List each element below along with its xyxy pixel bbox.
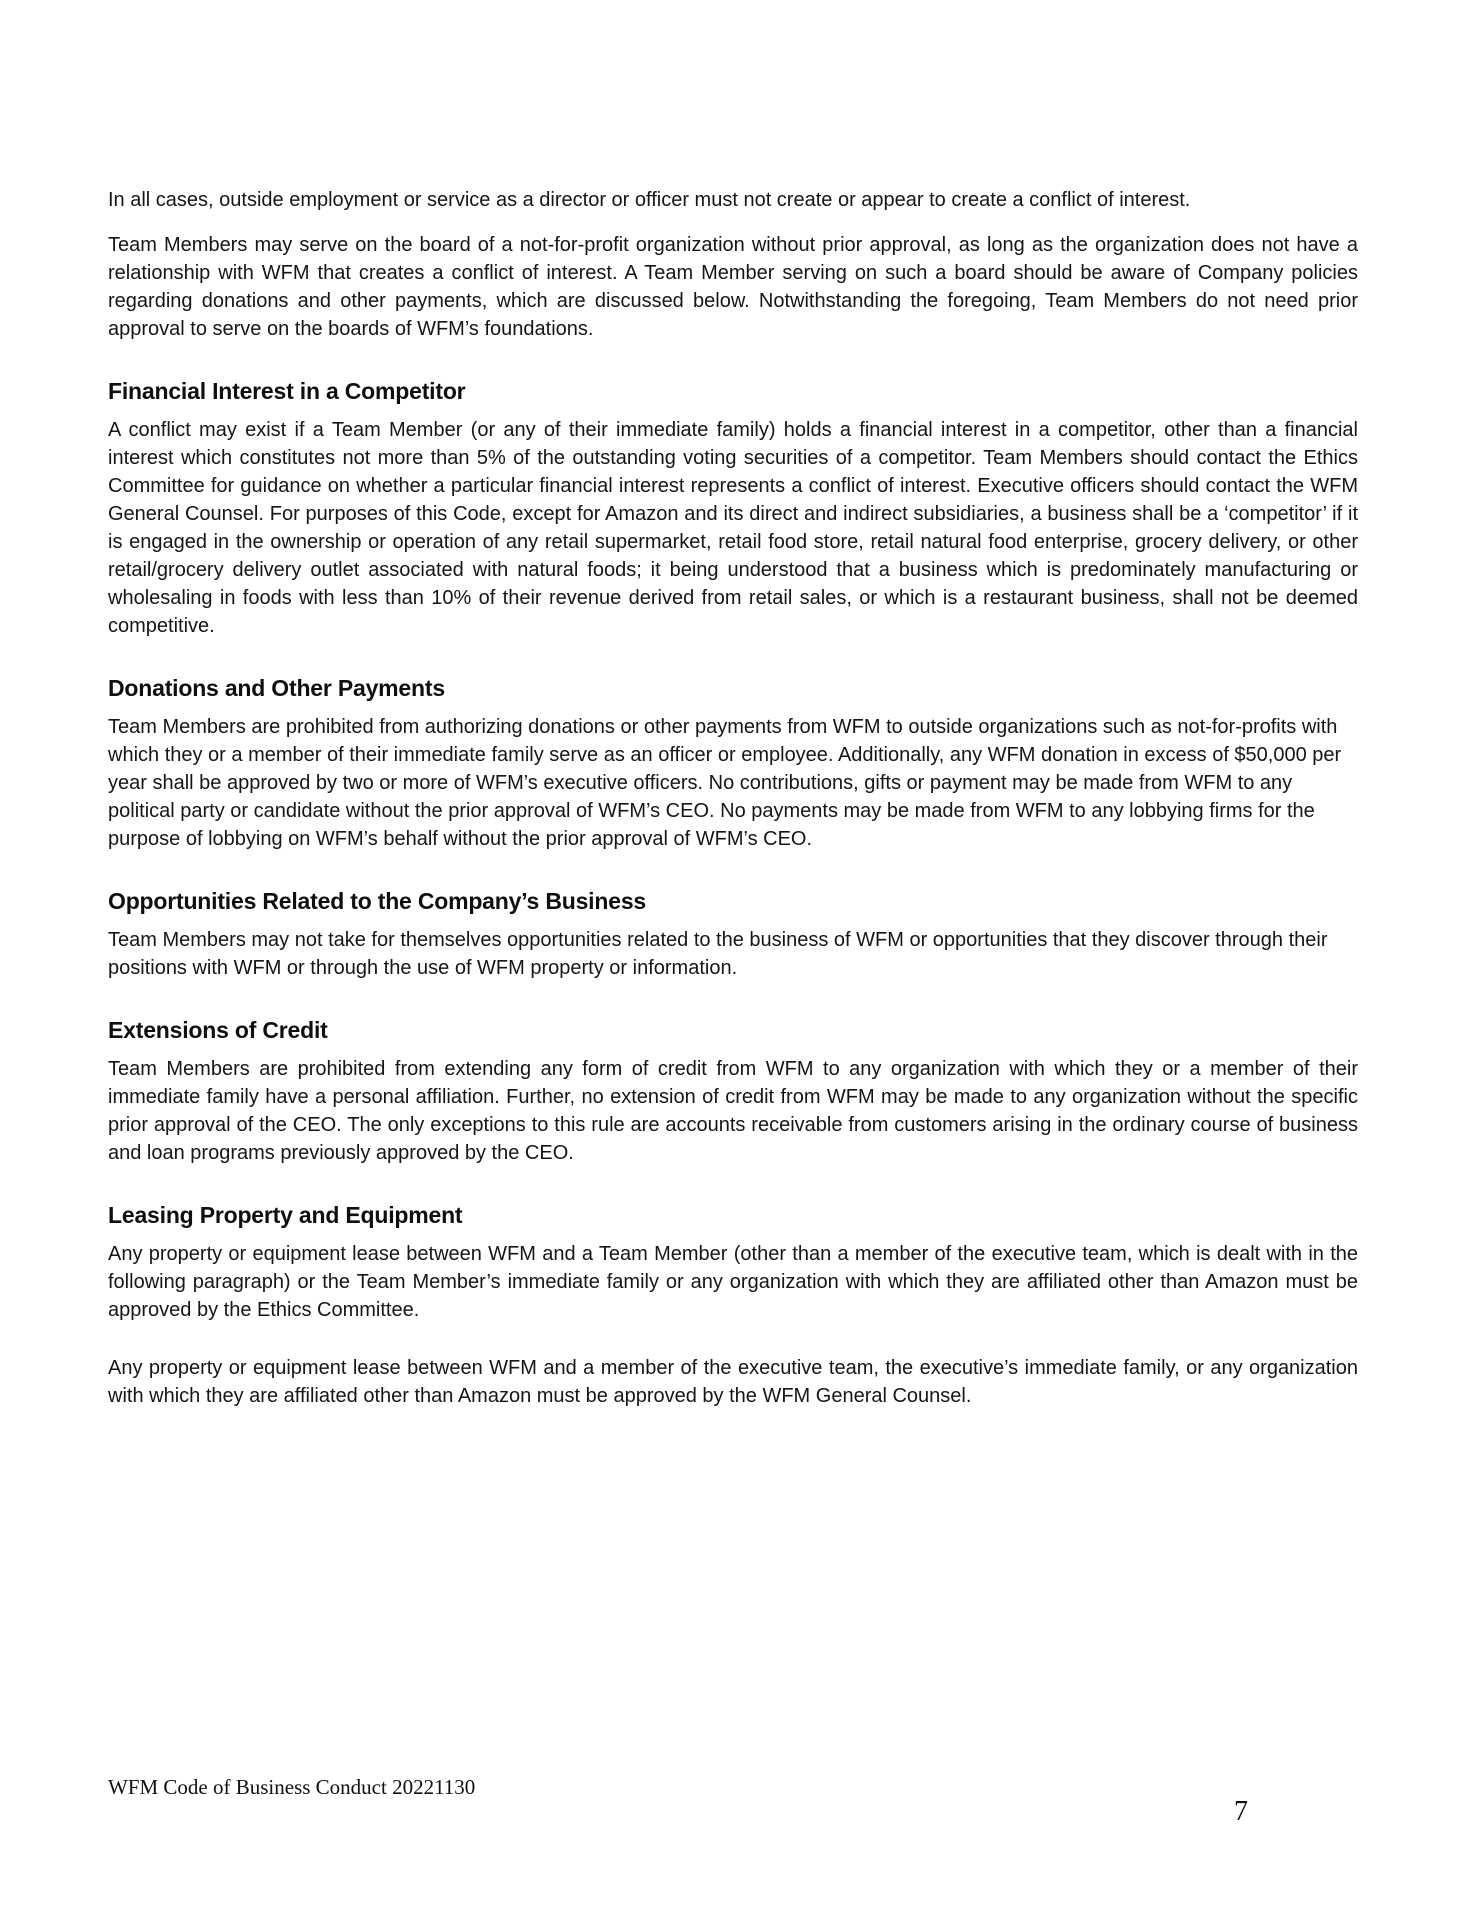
- intro-paragraph: In all cases, outside employment or service as a director or officer must not create or appear to create a conflict of interest.: [108, 189, 1191, 211]
- footer-doc-id: WFM Code of Business Conduct 20221130: [108, 1775, 476, 1799]
- section-opportunities: [108, 887, 1358, 982]
- section-heading: Extensions of Credit: [108, 1017, 328, 1043]
- section-heading: Opportunities Related to the Company’s Business: [108, 888, 646, 914]
- section-paragraph: A conflict may exist if a Team Member (or any of their immediate family) holds a financial interest in a competitor, other than a financial interest which constitutes not more than 5% of the outstanding voting securities of a competitor. Team Members should contact the Ethics Committee for guidance on whether a particular financial interest represents a conflict of interest. Executive officers should contact the WFM General Counsel. For purposes of this Code, except for Amazon and its direct and indirect subsidiaries, a business shall be a ‘competitor’ if it is engaged in the ownership or operation of any retail supermarket, retail food store, retail natural food enterprise, grocery delivery, or other retail/grocery delivery outlet associated with natural foods; it being understood that a business which is predominately manufacturing or wholesaling in foods with less than 10% of their revenue derived from retail sales, or which is a restaurant business, shall not be deemed competitive.: [108, 419, 1358, 637]
- intro-paragraph: Team Members may serve on the board of a not-for-profit organization without prior approval, as long as the organization does not have a relationship with WFM that creates a conflict of interest. A Team Member serving on such a board should be aware of Company policies regarding donations and other payments, which are discussed below. Notwithstanding the foregoing, Team Members do not need prior approval to serve on the boards of WFM’s foundations.: [108, 234, 1358, 340]
- section-paragraph: Any property or equipment lease between WFM and a member of the executive team, the executive’s immediate family, or any organization with which they are affiliated other than Amazon must be approved by the WFM General Counsel.: [108, 1357, 1358, 1407]
- section-leasing: [108, 1201, 1358, 1410]
- section-paragraph: Any property or equipment lease between WFM and a Team Member (other than a member of the executive team, which is dealt with in the following paragraph) or the Team Member’s immediate family or any organization with which they are affiliated other than Amazon must be approved by the Ethics Committee.: [108, 1243, 1358, 1321]
- section-financial-interest: [108, 377, 1358, 640]
- section-heading: Financial Interest in a Competitor: [108, 378, 466, 404]
- section-heading: Leasing Property and Equipment: [108, 1202, 463, 1228]
- section-paragraph: Team Members are prohibited from extending any form of credit from WFM to any organization with which they or a member of their immediate family have a personal affiliation. Further, no extension of credit from WFM may be made to any organization without the specific prior approval of the CEO. The only exceptions to this rule are accounts receivable from customers arising in the ordinary course of business and loan programs previously approved by the CEO.: [108, 1058, 1358, 1164]
- section-paragraph: Team Members may not take for themselves opportunities related to the business of WFM or opportunities that they discover through their positions with WFM or through the use of WFM property or information.: [108, 929, 1328, 979]
- section-heading: Donations and Other Payments: [108, 675, 445, 701]
- section-paragraph: Team Members are prohibited from authorizing donations or other payments from WFM to outside organizations such as not-for-profits with which they or a member of their immediate family serve as an officer or employee. Additionally, any WFM donation in excess of $50,000 per year shall be approved by two or more of WFM’s executive officers. No contributions, gifts or payment may be made from WFM to any political party or candidate without the prior approval of WFM’s CEO. No payments may be made from WFM to any lobbying firms for the purpose of lobbying on WFM’s behalf without the prior approval of WFM’s CEO.: [108, 716, 1342, 850]
- section-donations: [108, 674, 1358, 853]
- section-extensions-of-credit: [108, 1016, 1358, 1167]
- page-number: 7: [1234, 1796, 1248, 1827]
